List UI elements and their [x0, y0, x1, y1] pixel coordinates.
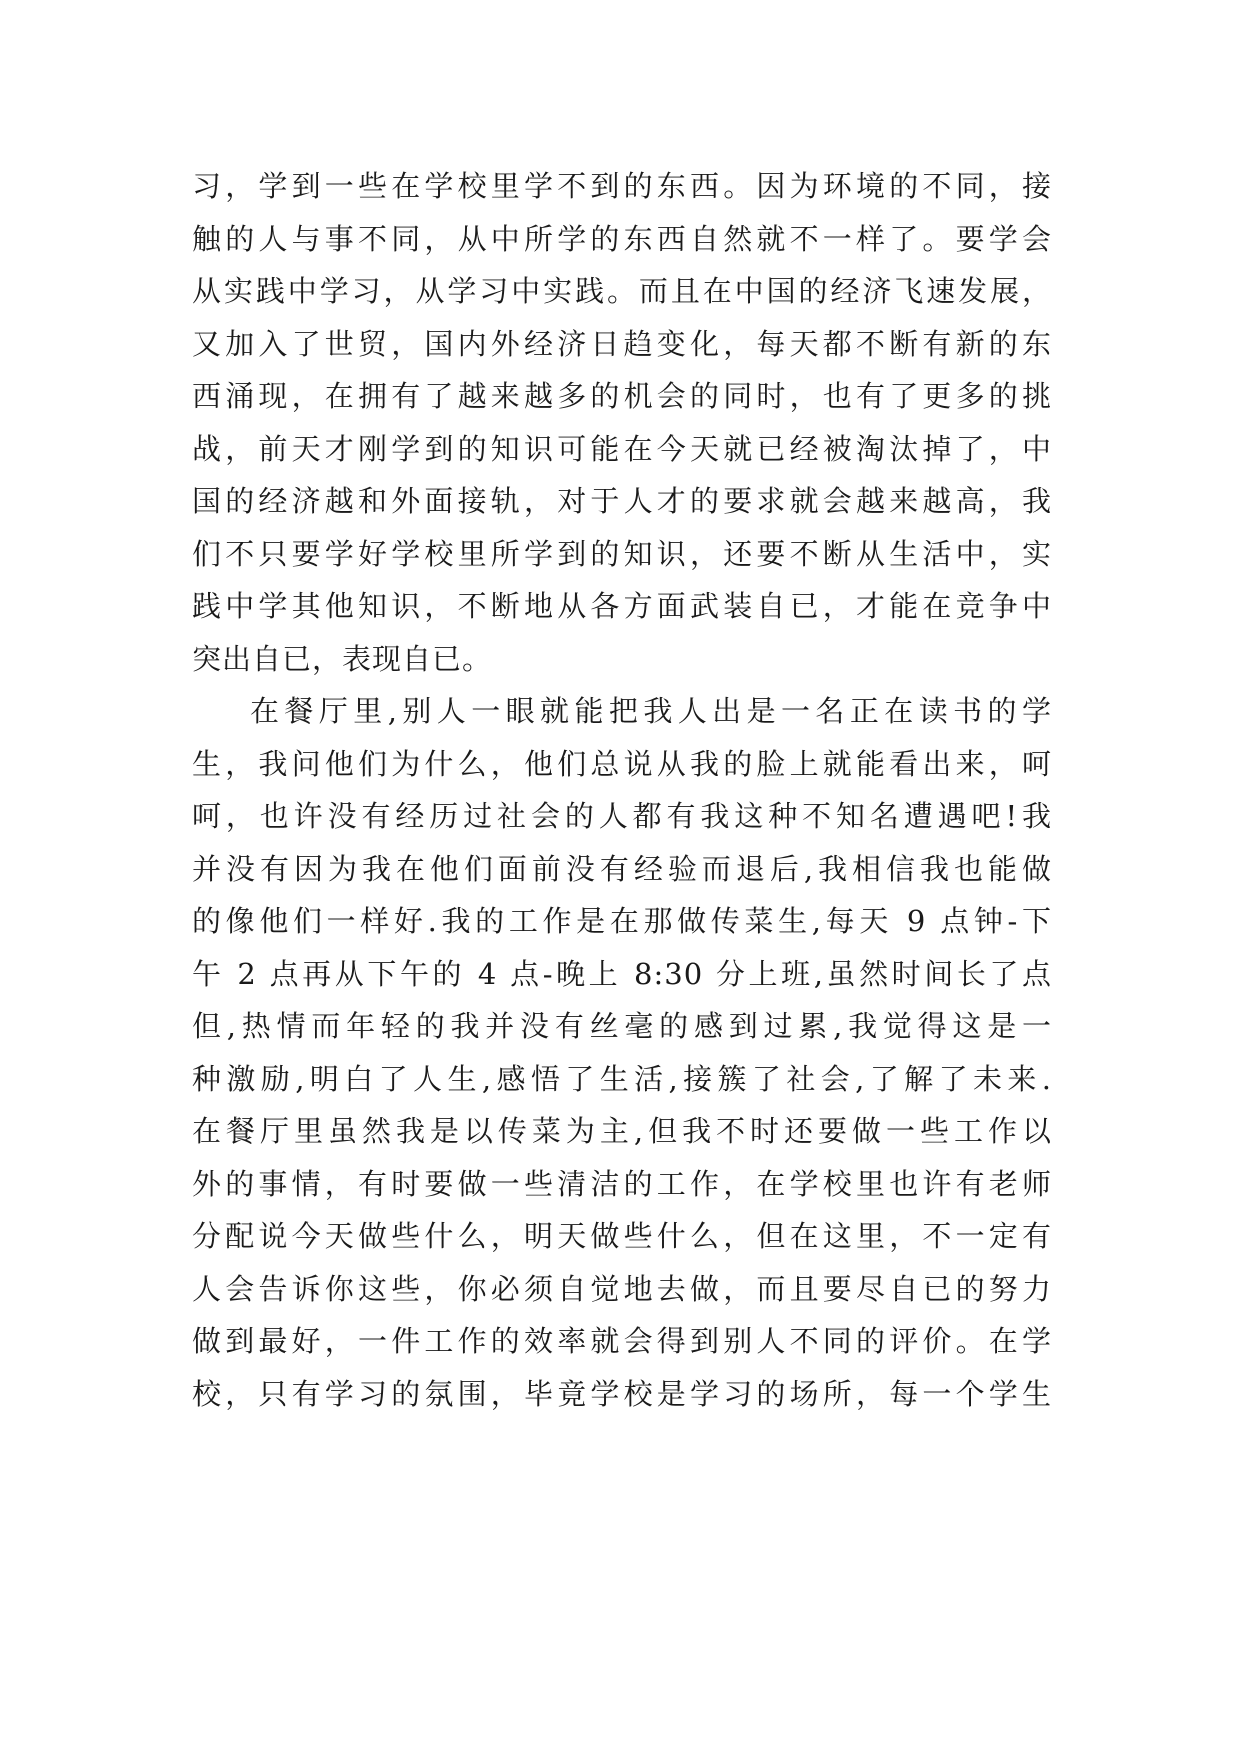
- text-line: 践中学其他知识，不断地从各方面武装自已，才能在竞争中: [192, 589, 1052, 623]
- paragraph-2: [192, 685, 1052, 1420]
- paragraph-1: [192, 160, 1052, 685]
- text-line: 分配说今天做些什么，明天做些什么，但在这里，不一定有: [192, 1219, 1052, 1253]
- text-line: 们不只要学好学校里所学到的知识，还要不断从生活中，实: [192, 536, 1052, 571]
- text-line: 种激励,明白了人生,感悟了生活,接簇了社会,了解了未来.: [192, 1061, 1052, 1096]
- text-line: 并没有因为我在他们面前没有经验而退后,我相信我也能做: [192, 851, 1052, 886]
- text-line: 习，学到一些在学校里学不到的东西。因为环境的不同，接: [192, 169, 1052, 203]
- text-line: 触的人与事不同，从中所学的东西自然就不一样了。要学会: [192, 221, 1052, 256]
- text-line: 战，前天才刚学到的知识可能在今天就已经被淘汰掉了，中: [192, 431, 1052, 466]
- text-line: 外的事情，有时要做一些清洁的工作，在学校里也许有老师: [192, 1166, 1052, 1201]
- text-line: 在餐厅里虽然我是以传菜为主,但我不时还要做一些工作以: [192, 1114, 1052, 1148]
- text-line: 又加入了世贸，国内外经济日趋变化，每天都不断有新的东: [192, 326, 1052, 361]
- text-line: 在餐厅里,别人一眼就能把我人出是一名正在读书的学: [250, 694, 1052, 728]
- text-line: 西涌现，在拥有了越来越多的机会的同时，也有了更多的挑: [192, 379, 1052, 413]
- text-line: 校，只有学习的氛围，毕竟学校是学习的场所，每一个学生: [192, 1376, 1052, 1411]
- text-line: 午 2 点再从下午的 4 点-晚上 8:30 分上班,虽然时间长了点: [192, 956, 1052, 991]
- text-line: 但,热情而年轻的我并没有丝毫的感到过累,我觉得这是一: [192, 1009, 1052, 1043]
- body-text: [192, 160, 1052, 1420]
- text-line: 呵，也许没有经历过社会的人都有我这种不知名遭遇吧!我: [192, 799, 1052, 833]
- text-line: 国的经济越和外面接轨，对于人才的要求就会越来越高，我: [192, 484, 1052, 518]
- text-line: 人会告诉你这些，你必须自觉地去做，而且要尽自已的努力: [192, 1271, 1052, 1306]
- text-line: 突出自已，表现自已。: [192, 641, 493, 676]
- text-line: 从实践中学习，从学习中实践。而且在中国的经济飞速发展，: [192, 274, 1052, 308]
- text-line: 的像他们一样好.我的工作是在那做传菜生,每天 9 点钟-下: [192, 904, 1052, 938]
- text-line: 生，我问他们为什么，他们总说从我的脸上就能看出来，呵: [192, 746, 1052, 781]
- text-line: 做到最好，一件工作的效率就会得到别人不同的评价。在学: [192, 1324, 1052, 1358]
